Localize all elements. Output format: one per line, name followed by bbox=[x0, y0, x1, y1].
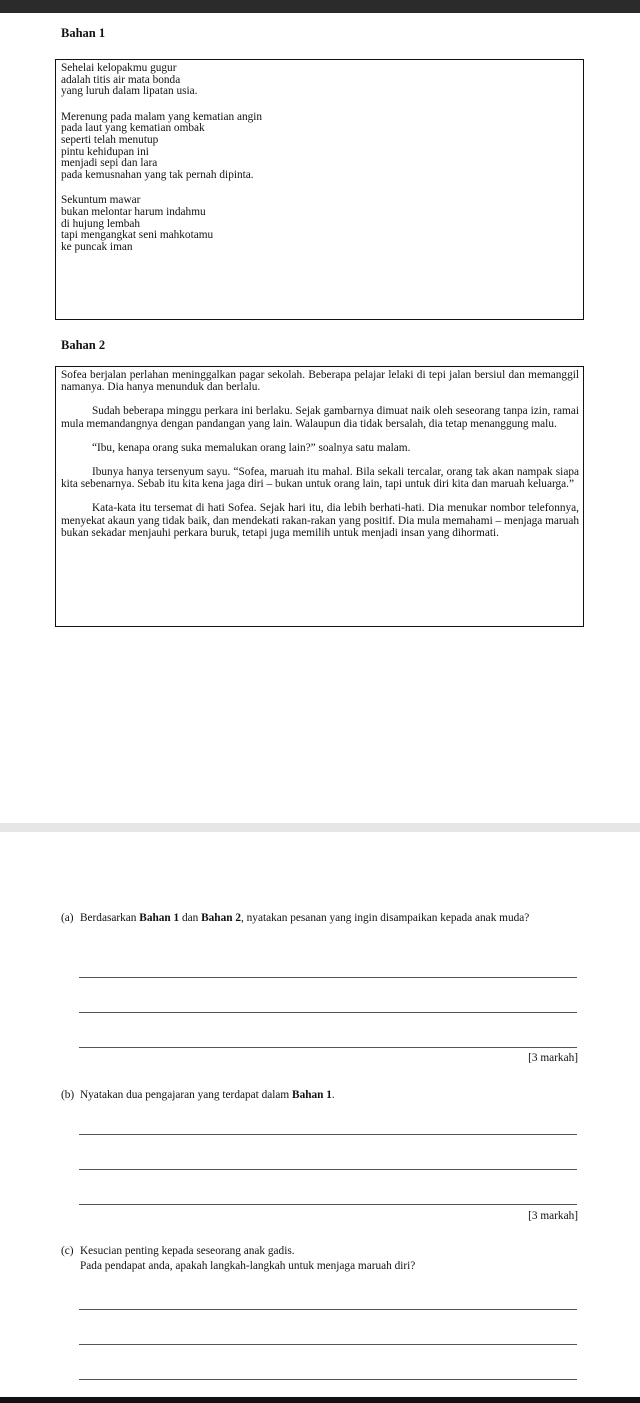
answer-line[interactable] bbox=[79, 1344, 577, 1345]
story-paragraph: Sofea berjalan perlahan meninggalkan pagar sekolah. Beberapa pelajar lelaki di tepi jalan bersiul dan memanggil namanya. Dia hanya menunduk dan berlalu. bbox=[61, 369, 579, 394]
poem-stanza-2 bbox=[61, 112, 583, 182]
poem-line: Merenung pada malam yang kematian angin bbox=[61, 110, 263, 123]
answer-line[interactable] bbox=[79, 1169, 577, 1170]
poem-line: Sehelai kelopakmu gugur bbox=[61, 62, 177, 74]
answer-line[interactable] bbox=[79, 1379, 577, 1380]
answer-line[interactable] bbox=[79, 1012, 577, 1013]
poem-line: di hujung lembah bbox=[61, 217, 141, 230]
bahan1-heading: Bahan 1 bbox=[61, 26, 106, 40]
question-b bbox=[61, 1088, 581, 1103]
marks-label: [3 markah] bbox=[528, 1210, 578, 1222]
answer-line[interactable] bbox=[79, 1134, 577, 1135]
question-number: (a) bbox=[61, 912, 74, 924]
story-paragraph: “Ibu, kenapa orang suka memalukan orang lain?” soalnya satu malam. bbox=[92, 441, 411, 454]
story-paragraph: Ibunya hanya tersenyum sayu. “Sofea, maruah itu mahal. Bila sekali tercalar, orang tak akan nampak siapa kita sebenarnya. Sebab itu kita kena jaga diri – bukan untuk orang lain, tapi untuk diri kita dan maruah keluarga.” bbox=[61, 466, 579, 491]
poem-line: adalah titis air mata bonda bbox=[61, 73, 181, 86]
page-separator bbox=[0, 823, 640, 832]
answer-line[interactable] bbox=[79, 1309, 577, 1310]
answer-line[interactable] bbox=[79, 1047, 577, 1048]
bahan2-heading: Bahan 2 bbox=[61, 338, 106, 352]
marks-label: [3 markah] bbox=[528, 1052, 578, 1064]
story-paragraph: Kata-kata itu tersemat di hati Sofea. Sejak hari itu, dia lebih berhati-hati. Dia menukar nombor telefonnya, menyekat akaun yang tidak baik, dan mendekati rakan-rakan yang positif. Dia mula memahami – menjaga maruah bukan sekadar menjauhi perkara buruk, tetapi juga memilih untuk menjadi insan yang dihormati. bbox=[61, 502, 579, 539]
story-paragraph: Sudah beberapa minggu perkara ini berlaku. Sejak gambarnya dimuat naik oleh seseorang tanpa izin, ramai mula memandangnya dengan pandangan yang lain. Walaupun dia tidak bersalah, dia tetap menanggung malu. bbox=[61, 405, 579, 430]
poem-line: menjadi sepi dan lara bbox=[61, 157, 158, 170]
poem-line: yang luruh dalam lipatan usia. bbox=[61, 85, 198, 98]
question-text: Nyatakan dua pengajaran yang terdapat dalam Bahan 1. bbox=[80, 1089, 335, 1101]
question-text: Berdasarkan Bahan 1 dan Bahan 2, nyatakan pesanan yang ingin disampaikan kepada anak muda? bbox=[80, 912, 530, 924]
poem-line: Sekuntum mawar bbox=[61, 194, 141, 207]
poem-stanza-3 bbox=[61, 195, 583, 253]
answer-line[interactable] bbox=[79, 977, 577, 978]
poem-line: pintu kehidupan ini bbox=[61, 145, 149, 158]
bahan2-story-box bbox=[55, 366, 584, 627]
question-text-line-2: Pada pendapat anda, apakah langkah-langkah untuk menjaga maruah diri? bbox=[80, 1260, 416, 1272]
bahan1-poem-box bbox=[55, 59, 584, 320]
poem-line: pada kemusnahan yang tak pernah dipinta. bbox=[61, 168, 254, 181]
poem-line: pada laut yang kematian ombak bbox=[61, 122, 205, 135]
question-text-line-1: Kesucian penting kepada seseorang anak gadis. bbox=[80, 1245, 295, 1257]
question-a bbox=[61, 911, 581, 926]
question-number: (c) bbox=[61, 1245, 74, 1257]
bottom-bar bbox=[0, 1397, 640, 1403]
poem-line: tapi mengangkat seni mahkotamu bbox=[61, 229, 214, 242]
poem-line: seperti telah menutup bbox=[61, 133, 159, 146]
question-number: (b) bbox=[61, 1089, 75, 1101]
poem-stanza-1 bbox=[61, 63, 583, 98]
question-c bbox=[61, 1244, 581, 1274]
top-bar bbox=[0, 0, 640, 13]
poem-line: bukan melontar harum indahmu bbox=[61, 205, 206, 218]
poem-line: ke puncak iman bbox=[61, 240, 133, 253]
answer-line[interactable] bbox=[79, 1204, 577, 1205]
